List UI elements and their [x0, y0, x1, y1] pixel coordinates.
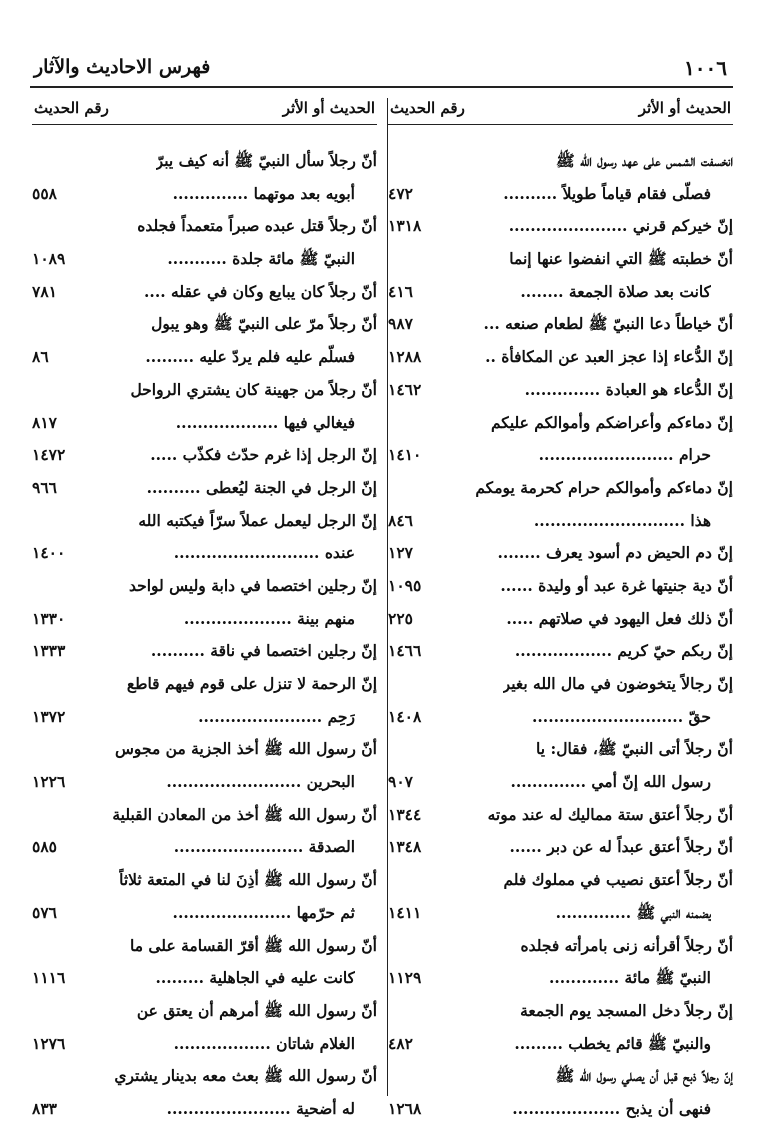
index-entry-line — [388, 897, 733, 930]
entry-text: أنّ رسول الله ﷺ بعث معه بدينار يشتري — [114, 1066, 377, 1086]
entry-text: عنده ........................... — [173, 543, 355, 563]
hadith-number: ١٠٩٥ — [388, 575, 422, 595]
entry-text: أنّ دية جنيتها غرة عبد أو وليدة ...... — [500, 575, 733, 595]
hadith-number: ١٢٧٦ — [32, 1033, 66, 1053]
entry-text: الصدقة ........................ — [173, 837, 355, 857]
entry-text: أنّ رسول الله ﷺ أمرهم أن يعتق عن — [136, 1000, 377, 1020]
hadith-number: ٧٨١ — [32, 281, 57, 301]
running-title: فهرس الاحاديث والآثار — [34, 56, 211, 78]
hadith-number: ١١٢٩ — [388, 968, 422, 988]
index-entry-line — [32, 439, 377, 472]
column-header-left — [32, 90, 377, 125]
entry-text: إنّ دماءكم وأعراضكم وأموالكم عليكم — [490, 412, 733, 432]
index-entry-line — [32, 897, 377, 930]
hadith-number: ٨١٧ — [32, 412, 57, 432]
index-entry-line — [32, 210, 377, 243]
hadith-number: ١٤٦٢ — [388, 379, 422, 399]
index-entry-line — [388, 1093, 733, 1126]
entry-text: أنّ ذلك فعل اليهود في صلاتهم ..... — [506, 608, 733, 628]
entry-text: إنّ رجلاً ذبح قبل أن يصلي رسول الله ﷺ — [555, 1066, 733, 1086]
page-number: ١٠٠٦ — [684, 56, 727, 80]
entry-text: الغلام شاتان .................. — [173, 1033, 355, 1053]
index-entry-line — [32, 1060, 377, 1093]
entry-text: فيغالي فيها ................... — [175, 412, 355, 432]
index-entry-line — [388, 505, 733, 538]
entries-right — [388, 125, 733, 1126]
index-entry-line — [32, 537, 377, 570]
index-entry-line — [32, 472, 377, 505]
index-entry-line — [388, 407, 733, 440]
index-entry-line — [32, 799, 377, 832]
entry-text: فنهى أن يذبح .................... — [512, 1098, 711, 1118]
entry-text: إنّ رجالاً يتخوضون في مال الله بغير — [502, 674, 733, 693]
entry-text: أنّ رجلاً أقرأنه زنى بامرأته فجلده — [520, 935, 733, 955]
hadith-number: ٤١٦ — [388, 281, 413, 301]
entry-text: إنّ رجلين اختصما في ناقة .......... — [150, 641, 377, 661]
entry-text: أنّ خياطاً دعا النبيّ ﷺ لطعام صنعه ... — [483, 314, 733, 334]
index-entry-line — [32, 668, 377, 701]
entry-text: إنّ الرحمة لا تنزل على قوم فيهم قاطع — [126, 674, 377, 693]
index-entry-line — [388, 537, 733, 570]
index-entry-line — [388, 210, 733, 243]
index-entry-line — [388, 276, 733, 309]
entry-text: له أضحية ....................... — [166, 1098, 355, 1118]
entry-text: أنّ رجلاً أتى النبيّ ﷺ، فقال: يا — [536, 739, 733, 759]
entry-text: أنّ خطبته ﷺ التي انفضوا عنها إنما — [509, 249, 733, 269]
entry-text: أنّ رجلاً مرّ على النبيّ ﷺ وهو يبول — [151, 314, 377, 334]
entry-text: إنّ الرجل إذا غرم حدّث فكذّب ..... — [150, 445, 377, 465]
index-entry-line — [388, 635, 733, 668]
index-entry-line — [32, 145, 377, 178]
hadith-number: ١٤٦٦ — [388, 641, 422, 661]
column-right — [388, 90, 733, 1118]
index-entry-line — [388, 308, 733, 341]
index-entry-line — [388, 668, 733, 701]
entry-text: أبويه بعد موتهما .............. — [172, 183, 355, 203]
hadith-number: ١٤٧٢ — [32, 445, 66, 465]
entry-text: أنّ رسول الله ﷺ أخذ الجزية من مجوس — [115, 739, 377, 759]
hadith-number: ٨٣٣ — [32, 1098, 57, 1118]
index-entry-line — [32, 1093, 377, 1126]
hadith-number: ٨٤٦ — [388, 510, 413, 530]
index-entry-line — [32, 570, 377, 603]
index-entry-line — [388, 603, 733, 636]
column-header-hadith-label: الحديث أو الأثر — [282, 99, 375, 117]
index-entry-line — [388, 439, 733, 472]
entry-text: أنّ رجلاً قتل عبده صبراً متعمداً فجلده — [137, 216, 377, 236]
index-entry-line — [388, 570, 733, 603]
entry-text: حرام ......................... — [538, 445, 711, 465]
index-columns — [32, 90, 733, 1118]
hadith-number: ٥٥٨ — [32, 183, 57, 203]
index-entry-line — [388, 243, 733, 276]
column-header-hadith-label: الحديث أو الأثر — [638, 99, 731, 117]
index-entry-line — [32, 831, 377, 864]
hadith-number: ١١١٦ — [32, 968, 66, 988]
entries-left — [32, 125, 377, 1126]
entry-text: فسلّم عليه فلم يردّ عليه ......... — [145, 347, 355, 367]
entry-text: ثم حرّمها ...................... — [172, 902, 355, 922]
hadith-number: ١٢٨٨ — [388, 347, 422, 367]
index-entry-line — [32, 864, 377, 897]
entry-text: إنّ رجلاً دخل المسجد يوم الجمعة — [520, 1000, 733, 1020]
entry-text: إنّ رجلين اختصما في دابة وليس لواحد — [129, 575, 377, 595]
hadith-number: ٤٨٢ — [388, 1033, 413, 1053]
entry-text: انخسفت الشمس على عهد رسول الله ﷺ — [556, 151, 733, 170]
entry-text: إنّ الدُّعاء إذا عجز العبد عن المكافأة .. — [485, 347, 733, 367]
entry-text: النبيّ ﷺ مائة ............. — [548, 968, 711, 988]
hadith-number: ٩٦٦ — [32, 477, 57, 497]
index-entry-line — [32, 505, 377, 538]
entry-text: رَحِم ....................... — [198, 706, 355, 726]
page-header — [30, 52, 733, 88]
index-entry-line — [388, 701, 733, 734]
entry-text: أنّ رجلاً أعتق عبداً له عن دبر ...... — [509, 837, 733, 857]
index-entry-line — [32, 603, 377, 636]
entry-text: أنّ رسول الله ﷺ أذِنَ لنا في المتعة ثلاثاً — [119, 870, 377, 890]
entry-text: كانت عليه في الجاهلية ......... — [155, 968, 355, 988]
hadith-number: ١٤٠٨ — [388, 706, 422, 726]
entry-text: إنّ دماءكم وأموالكم حرام كحرمة يومكم — [475, 477, 733, 497]
index-entry-line — [32, 178, 377, 211]
column-header-number-label: رقم الحديث — [390, 99, 465, 117]
index-entry-line — [32, 1028, 377, 1061]
entry-text: إنّ خيركم قرني ...................... — [508, 216, 733, 236]
entry-text: هذا ............................ — [533, 510, 711, 530]
index-entry-line — [32, 374, 377, 407]
entry-text: رسول الله إنّ أمي .............. — [510, 772, 711, 792]
hadith-number: ١٤١٠ — [388, 445, 422, 465]
index-entry-line — [32, 733, 377, 766]
hadith-number: ٤٧٢ — [388, 183, 413, 203]
hadith-number: ١٢٧ — [388, 543, 413, 563]
index-entry-line — [32, 701, 377, 734]
index-entry-line — [388, 995, 733, 1028]
column-divider — [387, 98, 388, 1096]
index-entry-line — [388, 799, 733, 832]
entry-text: كانت بعد صلاة الجمعة ........ — [520, 281, 711, 301]
hadith-number: ٥٨٥ — [32, 837, 57, 857]
hadith-number: ١٤٠٠ — [32, 543, 66, 563]
entry-text: حقّ ............................ — [532, 706, 711, 726]
column-header-right — [388, 90, 733, 125]
index-entry-line — [32, 341, 377, 374]
index-entry-line — [388, 962, 733, 995]
entry-text: أنّ رجلاً من جهينة كان يشتري الرواحل — [130, 379, 377, 399]
hadith-number: ٢٢٥ — [388, 608, 413, 628]
hadith-number: ١٣٤٤ — [388, 804, 422, 824]
index-entry-line — [32, 995, 377, 1028]
index-entry-line — [32, 276, 377, 309]
entry-text: أنّ رسول الله ﷺ أخذ من المعادن القبلية — [112, 804, 377, 824]
index-entry-line — [32, 930, 377, 963]
hadith-number: ٩٨٧ — [388, 314, 413, 334]
index-entry-line — [388, 145, 733, 178]
entry-text: والنبيّ ﷺ قائم يخطب ......... — [514, 1033, 711, 1053]
entry-text: أنّ رجلاً أعتق ستة مماليك له عند موته — [487, 804, 733, 824]
entry-text: إنّ الدُّعاء هو العبادة .............. — [524, 379, 733, 399]
entry-text: إنّ الرجل ليعمل عملاً سرّاً فيكتبه الله — [138, 510, 377, 530]
entry-text: إنّ الرجل في الجنة ليُعطى .......... — [146, 477, 377, 497]
index-entry-line — [32, 635, 377, 668]
index-entry-line — [388, 864, 733, 897]
entry-text: إنّ ربكم حيّ كريم .................. — [514, 641, 733, 661]
hadith-number: ١٠٨٩ — [32, 249, 66, 269]
entry-text: يضمنه النبي ﷺ .............. — [555, 902, 711, 922]
index-entry-line — [32, 243, 377, 276]
index-entry-line — [32, 407, 377, 440]
index-entry-line — [32, 308, 377, 341]
entry-text: فصلّى فقام قياماً طويلاً .......... — [503, 183, 711, 203]
index-entry-line — [32, 962, 377, 995]
entry-text: أنّ رسول الله ﷺ أقرّ القسامة على ما — [129, 935, 377, 955]
index-entry-line — [32, 766, 377, 799]
entry-text: أنّ رجلاً سأل النبيّ ﷺ أنه كيف يبرّ — [155, 151, 377, 170]
index-entry-line — [388, 930, 733, 963]
hadith-number: ١٣٧٢ — [32, 706, 66, 726]
column-left — [32, 90, 377, 1118]
index-entry-line — [388, 178, 733, 211]
hadith-number: ١٢٦٨ — [388, 1098, 422, 1118]
entry-text: أنّ رجلاً أعتق نصيب في مملوك فلم — [503, 870, 733, 890]
hadith-number: ٩٠٧ — [388, 772, 413, 792]
index-entry-line — [388, 341, 733, 374]
index-entry-line — [388, 472, 733, 505]
index-entry-line — [388, 1060, 733, 1093]
entry-text: أنّ رجلاً كان يبايع وكان في عقله .... — [144, 281, 377, 301]
column-header-number-label: رقم الحديث — [34, 99, 109, 117]
hadith-number: ١٣٤٨ — [388, 837, 422, 857]
entry-text: إنّ دم الحيض دم أسود يعرف ........ — [497, 543, 733, 563]
hadith-number: ١٣١٨ — [388, 216, 422, 236]
hadith-number: ١٤١١ — [388, 902, 422, 922]
hadith-number: ١٣٣٣ — [32, 641, 66, 661]
hadith-number: ٨٦ — [32, 347, 49, 367]
hadith-number: ١٢٢٦ — [32, 772, 66, 792]
hadith-number: ١٣٣٠ — [32, 608, 66, 628]
entry-text: منهم بينة .................... — [183, 608, 355, 628]
index-entry-line — [388, 1028, 733, 1061]
index-entry-line — [388, 766, 733, 799]
index-entry-line — [388, 831, 733, 864]
hadith-number: ٥٧٦ — [32, 902, 57, 922]
entry-text: النبيّ ﷺ مائة جلدة ........... — [167, 249, 355, 269]
index-entry-line — [388, 374, 733, 407]
index-entry-line — [388, 733, 733, 766]
entry-text: البحرين ......................... — [166, 772, 355, 792]
